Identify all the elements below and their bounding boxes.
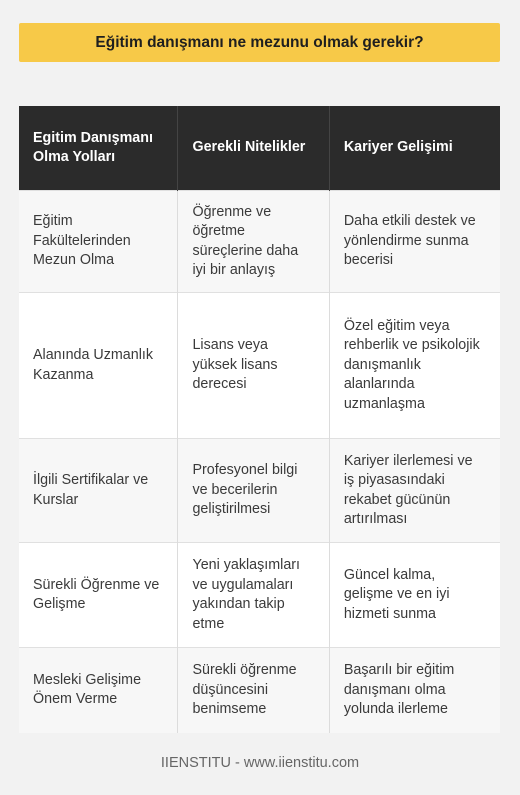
column-header-paths: Egitim Danışmanı Olma Yolları [19, 106, 178, 191]
table-cell: Sürekli öğrenme düşüncesini benimseme [178, 648, 329, 733]
info-table [19, 106, 500, 733]
table-cell: Alanında Uzmanlık Kazanma [19, 293, 178, 439]
table-cell: Mesleki Gelişime Önem Verme [19, 648, 178, 733]
column-header-career: Kariyer Gelişimi [329, 106, 500, 191]
table-cell: Özel eğitim veya rehberlik ve psikolojik danışmanlık alanlarında uzmanlaşma [329, 293, 500, 439]
table-cell: Başarılı bir eğitim danışmanı olma yolunda ilerleme [329, 648, 500, 733]
table-cell: Sürekli Öğrenme ve Gelişme [19, 543, 178, 648]
table-row [19, 543, 500, 648]
table-cell: Kariyer ilerlemesi ve iş piyasasındaki rekabet gücünün artırılması [329, 439, 500, 543]
table-cell: Lisans veya yüksek lisans derecesi [178, 293, 329, 439]
table-cell: İlgili Sertifikalar ve Kurslar [19, 439, 178, 543]
table-cell: Daha etkili destek ve yönlendirme sunma becerisi [329, 191, 500, 293]
footer-credit: IIENSTITU - www.iienstitu.com [160, 755, 360, 771]
table-row [19, 191, 500, 293]
page-title [19, 23, 500, 62]
table-cell: Profesyonel bilgi ve becerilerin geliştirilmesi [178, 439, 329, 543]
page-title-text: Eğitim danışmanı ne mezunu olmak gerekir? [95, 33, 424, 51]
table-row [19, 439, 500, 543]
table-cell: Öğrenme ve öğretme süreçlerine daha iyi bir anlayış [178, 191, 329, 293]
table-cell: Güncel kalma, gelişme ve en iyi hizmeti sunma [329, 543, 500, 648]
table-row [19, 648, 500, 733]
table-cell: Yeni yaklaşımları ve uygulamaları yakından takip etme [178, 543, 329, 648]
table-cell: Eğitim Fakültelerinden Mezun Olma [19, 191, 178, 293]
table-row [19, 293, 500, 439]
table-header-row [19, 106, 500, 191]
column-header-qualifications: Gerekli Nitelikler [178, 106, 329, 191]
